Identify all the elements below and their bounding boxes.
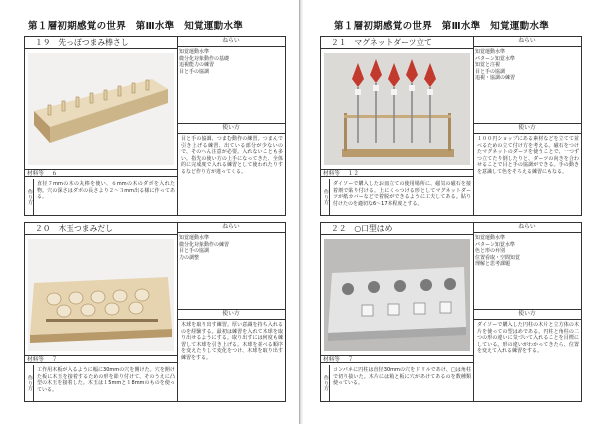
unit-card-21 xyxy=(320,36,582,216)
aims-list xyxy=(475,49,579,82)
aim-item: 力の調整 xyxy=(179,254,200,261)
left-page xyxy=(0,0,298,424)
aim-item: 知覚運動水準 xyxy=(475,235,506,241)
unit-right-panel xyxy=(473,37,581,215)
book-spine xyxy=(299,0,303,424)
method-side-label: 作り方 xyxy=(25,365,34,401)
unit-right-panel xyxy=(177,37,285,215)
page-title: 第１層初期感覚の世界 第Ⅲ水準 知覚運動水準 xyxy=(334,21,550,32)
usage-text: ダイソーで購入した円柱の木片と立方体の木片を使っての型はめである。円柱と角柱の二つの形の違いに気づいて入れることを目標にしている。形の違いがわかってきたら、位置を変えて入れる練習をする。 xyxy=(477,322,579,355)
method-description: ダイソーで購入したお皿立ての使用場所に、磁気の磁石を接着剤で貼り付ける。上にくっつける形としてマグネットダーツが紙カバーなどで着脱ができるように工夫してある。貼り付けたのを適切な6〜17本程度とする。 xyxy=(333,181,471,207)
method-description: 直径７mmの木の丸棒を使い、６mmの木のダボを入れた物。穴の深さはダボの長さより２〜３mm出る様に作ってある。 xyxy=(37,181,175,201)
right-page xyxy=(304,0,603,424)
unit-card-22 xyxy=(320,222,582,402)
aim-item: 微分化対象動作の練習 xyxy=(179,241,230,248)
unit-photo-dart-stand xyxy=(324,53,470,165)
aim-item: パターン知覚水準 xyxy=(475,55,515,62)
aim-item: 知覚と注視 xyxy=(475,62,501,69)
aim-item: 知覚運動水準 xyxy=(475,49,506,55)
aim-item: 目と手の協調 xyxy=(179,248,210,255)
unit-photo-peg-board xyxy=(28,53,174,165)
page-title: 第１層初期感覚の世界 第Ⅲ水準 知覚運動水準 xyxy=(28,21,244,32)
aim-item: 理解と思考課題 xyxy=(475,261,511,268)
usage-header: 使い方 xyxy=(473,309,581,320)
material-count: ７ xyxy=(51,357,58,363)
unit-left-panel xyxy=(321,37,474,215)
usage-text: 木球を取り出す練習。厚い意識を持ち入れるのを経験する。最初は練習を入れて木球を取り出せるようにする。取り出すには何度も練習して木球を引き上げる。木球を並べる順序を変えたりして変化をつけ、木球を取り出す練習をする。 xyxy=(181,322,283,361)
material-count: ６ xyxy=(51,171,58,177)
aim-item: パターン知覚水準 xyxy=(475,241,515,248)
material-label: 材料等 xyxy=(27,171,44,177)
wooden-ball-board-illustration xyxy=(28,239,174,351)
unit-photo-wooden-balls xyxy=(28,239,174,351)
unit-title: ２１ マグネットダーツ立て xyxy=(321,37,473,49)
unit-right-panel xyxy=(473,223,581,401)
unit-title: ２０ 木玉つまみだし xyxy=(25,223,177,235)
method-description: 工作用木板が入るように幅に30mmの穴を開けた。穴を開けた板に木玉を接着するための形を彫り付けて、そのうえに凸型の木玉を接着した。木玉は１5mmと１8mmのものを使っている。 xyxy=(37,367,175,393)
material-row xyxy=(25,169,177,177)
unit-right-panel xyxy=(177,223,285,401)
usage-text: 目と手の協調、つまむ動作の練習。つまんで引き上げる練習、出ている部分が少ないので、そのへん注意が必要。入れないことも多い。指先の使い方の上手になってきた、全体的に完成度で入れる練習として使われたりするなど作り方が違ってくる。 xyxy=(181,136,283,175)
material-row xyxy=(25,355,177,363)
material-count: ７ xyxy=(347,357,354,363)
aim-item: 微分化対象動作の基礎 xyxy=(179,55,230,62)
unit-left-panel xyxy=(25,37,178,215)
usage-header: 使い方 xyxy=(473,123,581,134)
aims-header: ねらい xyxy=(177,223,285,233)
dart-stand-illustration xyxy=(324,53,470,165)
material-label: 材料等 xyxy=(323,357,340,363)
material-row xyxy=(321,169,473,177)
unit-left-panel xyxy=(321,223,474,401)
material-count: １２ xyxy=(347,171,359,177)
method-side-label: 作り方 xyxy=(321,179,330,215)
method-description: コンパネに円柱は直径30mmの穴をドリルであけ、□は角柱で切り抜いた。木片には箱と板に穴があけてあるのを数種類使っている。 xyxy=(333,367,471,387)
aim-item: 目と手の協調 xyxy=(179,68,210,75)
usage-header: 使い方 xyxy=(177,123,285,134)
aim-item: 追視能力の練習 xyxy=(179,62,215,69)
method-side-label: 作り方 xyxy=(321,365,330,401)
unit-card-19 xyxy=(24,36,286,216)
unit-title: ２２ ○口型はめ xyxy=(321,223,473,235)
aims-header: ねらい xyxy=(177,37,285,47)
aims-list xyxy=(179,49,283,75)
usage-header: 使い方 xyxy=(177,309,285,320)
peg-board-illustration xyxy=(28,53,174,165)
aims-list xyxy=(179,235,283,261)
usage-text: １００円ショップにある素材などを立てて並べるための立て付け方を考える。磁石をつけたマグネットのダーツを使うことで、一つずつ立てたり倒したりと、ダーツの向きを合わせることで目と手の協調ができる。手の動きを意識して色をそろえる練習にもなる。 xyxy=(477,136,579,175)
aims-header: ねらい xyxy=(473,223,581,233)
aim-item: 追視・協調の練習 xyxy=(475,75,516,82)
aim-item: 知覚運動水準 xyxy=(179,235,210,241)
aim-item: 色と形の弁別 xyxy=(475,248,506,255)
unit-title: １９ 先っぽつまみ棒さし xyxy=(25,37,177,49)
unit-card-20 xyxy=(24,222,286,402)
aims-list xyxy=(475,235,579,268)
aim-item: 位置看取・空間知覚 xyxy=(475,254,521,261)
unit-photo-shape-sorter xyxy=(324,239,470,351)
unit-left-panel xyxy=(25,223,178,401)
material-row xyxy=(321,355,473,363)
aims-header: ねらい xyxy=(473,37,581,47)
material-label: 材料等 xyxy=(27,357,44,363)
material-label: 材料等 xyxy=(323,171,340,177)
method-side-label: 作り方 xyxy=(25,179,34,215)
aim-item: 知覚運動水準 xyxy=(179,49,210,55)
shape-sorter-illustration xyxy=(324,239,470,351)
aim-item: 目と手の協調 xyxy=(475,68,506,75)
